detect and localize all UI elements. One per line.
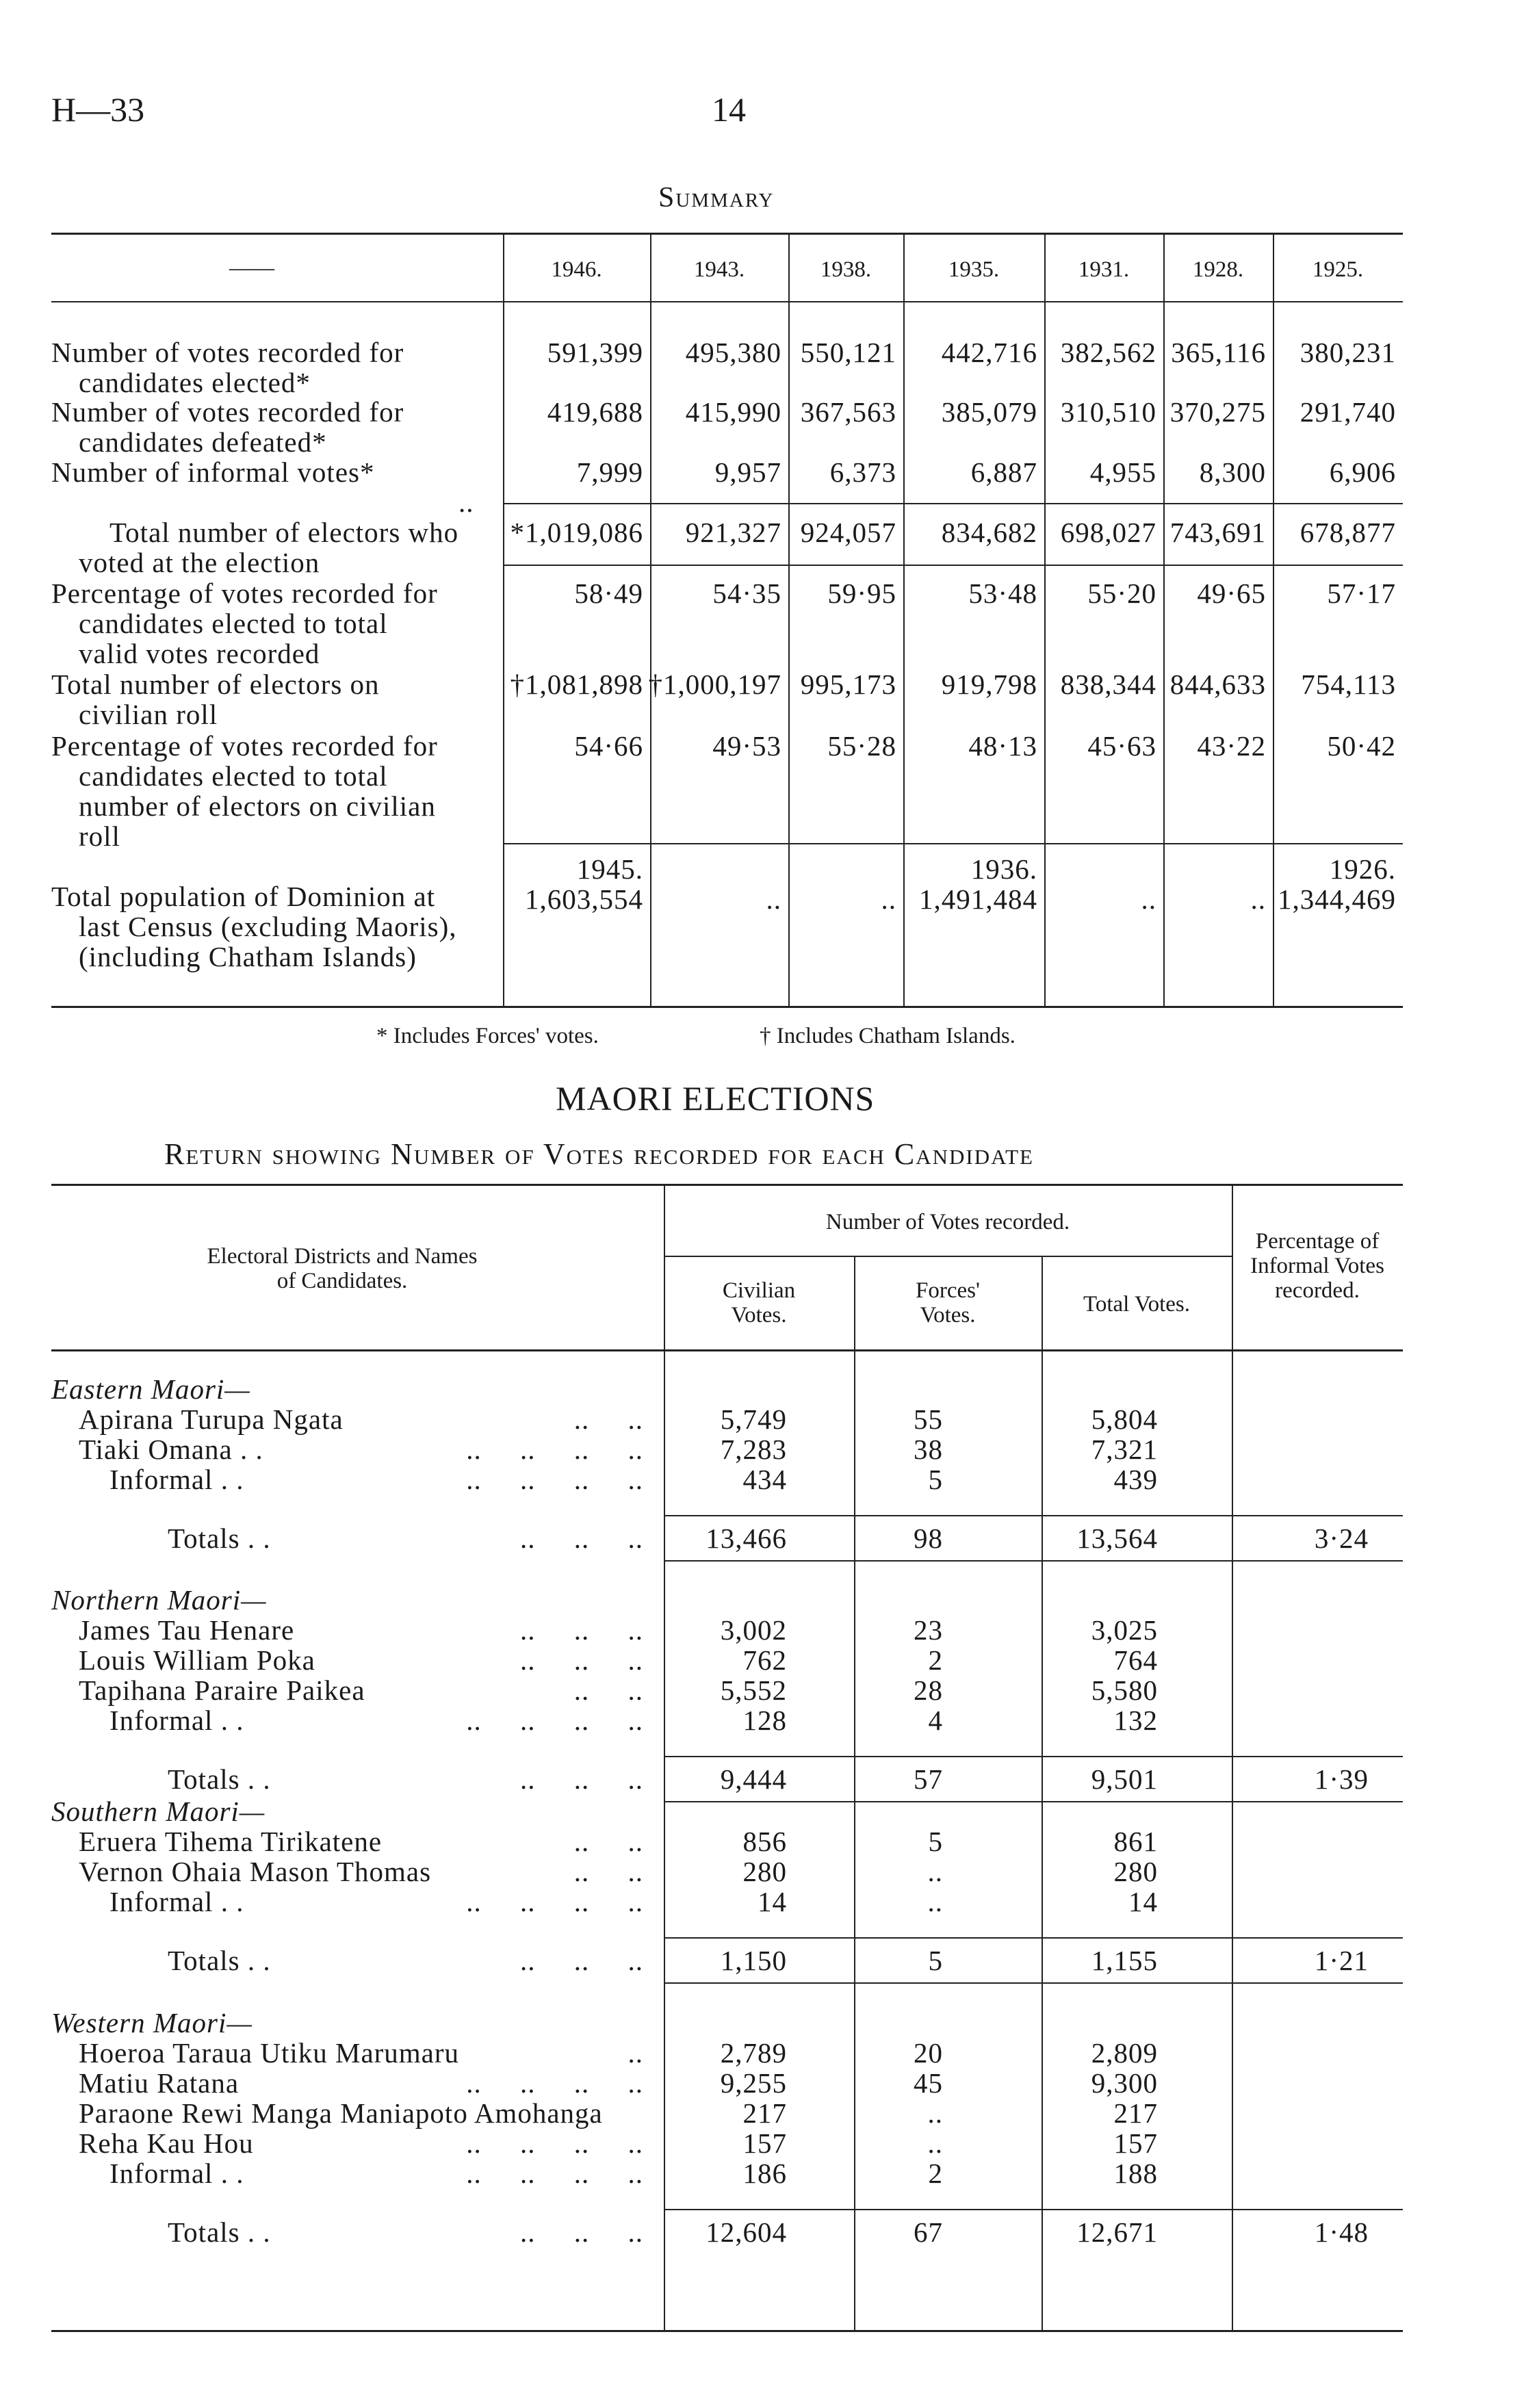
civilian-votes-total: 9,444 [720, 1763, 787, 1795]
summary-cell: 53·48 [968, 578, 1037, 609]
votes-recorded-header: Number of Votes recorded. [825, 1210, 1070, 1234]
summary-cell: 43·22 [1197, 730, 1266, 762]
total-votes-cell: 14 [1128, 1886, 1158, 1917]
summary-row-label: Number of votes recorded for [51, 337, 404, 368]
summary-row-label: Total number of electors who [109, 517, 459, 548]
candidate-name: Tapihana Paraire Paikea [79, 1674, 365, 1706]
summary-group-rule [503, 565, 1403, 566]
summary-cell: 49·65 [1197, 578, 1266, 609]
leader-dots: .. .. .. [520, 1523, 643, 1554]
summary-title: Summary [658, 182, 775, 213]
summary-row-label: roll [79, 820, 120, 852]
summary-cell: 59·95 [827, 578, 896, 609]
civilian-votes-header: Votes. [731, 1303, 787, 1328]
maori-top-rule [51, 1184, 1403, 1186]
informal-percentage-cell: 3·24 [1314, 1523, 1369, 1554]
civilian-votes-cell: 2,789 [720, 2037, 787, 2069]
forces-votes-cell: 4 [928, 1705, 943, 1736]
leader-dots: .. .. .. [520, 1763, 643, 1795]
civilian-votes-cell: 762 [742, 1644, 787, 1676]
forces-votes-cell: 5 [928, 1464, 943, 1495]
informal-percentage-cell: 1·48 [1314, 2216, 1369, 2248]
leader-dots: .. .. .. .. [466, 1464, 643, 1495]
total-votes-cell: 439 [1113, 1464, 1158, 1495]
leader-dots: .. .. .. [520, 1945, 643, 1976]
summary-row-label: valid votes recorded [79, 638, 320, 669]
leader-dots: .. .. .. [520, 1614, 643, 1646]
summary-cell: 45·63 [1087, 730, 1156, 762]
leader-dots: .. .. .. [520, 2216, 643, 2248]
total-votes-total: 9,501 [1091, 1763, 1158, 1795]
census-year: 1926. [1329, 853, 1396, 885]
summary-cell: 838,344 [1060, 669, 1156, 700]
summary-row-label: Percentage of votes recorded for [51, 578, 438, 609]
total-votes-cell: 7,321 [1091, 1434, 1158, 1465]
forces-votes-cell: 28 [914, 1674, 943, 1706]
civilian-votes-header: Civilian [722, 1278, 796, 1303]
forces-votes-header: Forces' [916, 1278, 980, 1303]
leader-dots: .. .. .. .. [466, 1705, 643, 1736]
summary-cell: 415,990 [685, 396, 781, 428]
civilian-votes-cell: 856 [742, 1826, 787, 1857]
summary-year-header: 1928. [1192, 257, 1244, 282]
summary-cell: 370,275 [1169, 396, 1266, 428]
summary-cell: *1,019,086 [510, 517, 643, 548]
total-votes-cell: 5,580 [1091, 1674, 1158, 1706]
civilian-votes-cell: 157 [742, 2127, 787, 2159]
total-votes-total: 12,671 [1076, 2216, 1158, 2248]
summary-cell: 924,057 [800, 517, 896, 548]
forces-votes-total: 5 [928, 1945, 943, 1976]
civilian-votes-cell: 434 [742, 1464, 787, 1495]
totals-top-rule [664, 1756, 1403, 1757]
civilian-votes-cell: 5,749 [720, 1403, 787, 1435]
summary-year-header: 1938. [820, 257, 872, 282]
summary-cell: 58·49 [574, 578, 643, 609]
summary-cell: †1,081,898 [510, 669, 643, 700]
summary-cell: 49·53 [712, 730, 781, 762]
forces-votes-cell: .. [927, 1886, 943, 1917]
candidate-name: James Tau Henare [79, 1614, 295, 1646]
summary-row-label: number of electors on civilian [79, 790, 436, 822]
leader-dots: .. .. [573, 1856, 643, 1887]
leader-dots: .. .. [573, 1674, 643, 1706]
summary-cell: 6,906 [1329, 456, 1396, 488]
forces-votes-total: 57 [914, 1763, 943, 1795]
forces-votes-cell: .. [927, 1856, 943, 1887]
forces-votes-total: 98 [914, 1523, 943, 1554]
summary-cell: 367,563 [800, 396, 896, 428]
summary-row-label: candidates elected* [79, 367, 311, 398]
summary-cell: 9,957 [714, 456, 781, 488]
summary-cell: 380,231 [1299, 337, 1396, 368]
civilian-votes-total: 1,150 [720, 1945, 787, 1976]
totals-bottom-rule [664, 1801, 1403, 1802]
totals-label: Totals . . [168, 2216, 271, 2248]
totals-label: Totals . . [168, 1945, 271, 1976]
census-year: 1945. [576, 853, 643, 885]
summary-cell: 310,510 [1060, 396, 1156, 428]
districts-column-header: Electoral Districts and Names [207, 1244, 478, 1269]
summary-cell: 54·66 [574, 730, 643, 762]
candidate-name: Paraone Rewi Manga Maniapoto Amohanga [79, 2097, 603, 2129]
summary-row-label: candidates elected to total [79, 608, 388, 639]
district-name: Southern Maori— [51, 1796, 266, 1827]
civilian-votes-cell: 186 [742, 2158, 787, 2189]
candidate-name: Vernon Ohaia Mason Thomas [79, 1856, 432, 1887]
summary-cell: 995,173 [800, 669, 896, 700]
summary-cell: 419,688 [547, 396, 643, 428]
summary-cell: 921,327 [685, 517, 781, 548]
summary-cell: 495,380 [685, 337, 781, 368]
footnote-forces-votes: * Includes Forces' votes. [376, 1024, 599, 1048]
forces-votes-cell: 55 [914, 1403, 943, 1435]
leader-dots: .. .. .. [520, 1644, 643, 1676]
forces-votes-cell: 2 [928, 1644, 943, 1676]
document-reference: H—33 [51, 90, 145, 129]
summary-row-label: Total number of electors on [51, 669, 380, 700]
summary-row-label: (including Chatham Islands) [79, 941, 417, 972]
summary-year-header: 1925. [1312, 257, 1364, 282]
civilian-votes-cell: 3,002 [720, 1614, 787, 1646]
total-votes-cell: 2,809 [1091, 2037, 1158, 2069]
informal-label: Informal . . [109, 1705, 244, 1736]
summary-cell: 54·35 [712, 578, 781, 609]
candidate-name: Eruera Tihema Tirikatene [79, 1826, 383, 1857]
maori-bottom-rule [51, 2330, 1403, 2332]
maori-elections-title: MAORI ELECTIONS [556, 1079, 875, 1117]
page-number: 14 [712, 90, 746, 129]
informal-label: Informal . . [109, 1886, 244, 1917]
totals-top-rule [664, 2209, 1403, 2210]
maori-subheader-rule [664, 1256, 1232, 1257]
informal-label: Informal . . [109, 2158, 244, 2189]
candidate-name: Apirana Turupa Ngata [79, 1403, 344, 1435]
summary-corner-label: —— [229, 256, 274, 281]
informal-label: Informal . . [109, 1464, 244, 1495]
footnote-chatham-islands: † Includes Chatham Islands. [760, 1024, 1016, 1048]
summary-row-label: last Census (excluding Maoris), [79, 911, 457, 942]
civilian-votes-cell: 5,552 [720, 1674, 787, 1706]
candidate-name: Louis William Poka [79, 1644, 315, 1676]
forces-votes-cell: .. [927, 2097, 943, 2129]
summary-cell: 4,955 [1089, 456, 1156, 488]
civilian-votes-cell: 217 [742, 2097, 787, 2129]
leader-dots: .. .. .. .. [466, 2158, 643, 2189]
summary-cell: 754,113 [1301, 669, 1396, 700]
totals-bottom-rule [664, 1560, 1403, 1562]
civilian-votes-cell: 7,283 [720, 1434, 787, 1465]
maori-header-rule [51, 1349, 1403, 1351]
leader-dots: .. .. .. .. [466, 1886, 643, 1917]
summary-cell: †1,000,197 [648, 669, 781, 700]
leader-dots: .. .. .. .. [466, 2127, 643, 2159]
summary-row-label: Number of votes recorded for [51, 396, 404, 428]
summary-cell: 1,491,484 [919, 883, 1037, 915]
civilian-votes-cell: 280 [742, 1856, 787, 1887]
totals-top-rule [664, 1515, 1403, 1516]
summary-cell: 365,116 [1171, 337, 1266, 368]
leader-dots: .. .. [573, 1826, 643, 1857]
forces-votes-cell: 45 [914, 2067, 943, 2099]
district-name: Northern Maori— [51, 1584, 267, 1616]
district-name: Western Maori— [51, 2007, 253, 2038]
summary-cell: .. [881, 883, 896, 915]
districts-column-header: of Candidates. [276, 1269, 408, 1293]
summary-row-label: voted at the election [79, 547, 320, 578]
summary-cell: .. [1141, 883, 1156, 915]
summary-row-label: candidates elected to total [79, 760, 388, 792]
forces-votes-cell: 38 [914, 1434, 943, 1465]
informal-percentage-header: Percentage of [1255, 1229, 1380, 1254]
totals-label: Totals . . [168, 1763, 271, 1795]
summary-cell: 6,373 [829, 456, 896, 488]
leader-dots: .. [458, 487, 474, 518]
summary-cell: .. [766, 883, 781, 915]
total-votes-header: Total Votes. [1083, 1292, 1190, 1317]
summary-cell: 382,562 [1060, 337, 1156, 368]
candidate-name: Tiaki Omana . . [79, 1434, 263, 1465]
summary-row-label: candidates defeated* [79, 426, 327, 458]
informal-percentage-cell: 1·21 [1314, 1945, 1369, 1976]
summary-cell: 50·42 [1327, 730, 1396, 762]
candidate-name: Matiu Ratana [79, 2067, 240, 2099]
summary-cell: 442,716 [941, 337, 1037, 368]
forces-votes-header: Votes. [920, 1303, 976, 1328]
summary-year-header: 1935. [948, 257, 1000, 282]
total-votes-cell: 3,025 [1091, 1614, 1158, 1646]
summary-cell: 8,300 [1199, 456, 1266, 488]
total-votes-cell: 157 [1113, 2127, 1158, 2159]
forces-votes-cell: .. [927, 2127, 943, 2159]
summary-cell: .. [1250, 883, 1266, 915]
forces-votes-cell: 20 [914, 2037, 943, 2069]
total-votes-cell: 280 [1113, 1856, 1158, 1887]
leader-dots: .. .. .. .. [466, 2067, 643, 2099]
candidate-name: Reha Kau Hou [79, 2127, 254, 2159]
leader-dots: .. .. [573, 1403, 643, 1435]
summary-cell: 678,877 [1299, 517, 1396, 548]
summary-cell: 844,633 [1169, 669, 1266, 700]
total-votes-cell: 188 [1113, 2158, 1158, 2189]
total-votes-cell: 5,804 [1091, 1403, 1158, 1435]
civilian-votes-cell: 128 [742, 1705, 787, 1736]
totals-bottom-rule [664, 1982, 1403, 1984]
total-votes-total: 1,155 [1091, 1945, 1158, 1976]
informal-percentage-cell: 1·39 [1314, 1763, 1369, 1795]
summary-bottom-rule [51, 1006, 1403, 1008]
forces-votes-cell: 23 [914, 1614, 943, 1646]
summary-year-header: 1946. [551, 257, 602, 282]
summary-cell: 1,603,554 [525, 883, 643, 915]
summary-year-header: 1943. [693, 257, 745, 282]
civilian-votes-total: 13,466 [706, 1523, 787, 1554]
totals-label: Totals . . [168, 1523, 271, 1554]
summary-cell: 385,079 [941, 396, 1037, 428]
summary-cell: 698,027 [1060, 517, 1156, 548]
summary-cell: 291,740 [1299, 396, 1396, 428]
total-votes-total: 13,564 [1076, 1523, 1158, 1554]
summary-group-rule [503, 503, 1403, 504]
forces-votes-cell: 2 [928, 2158, 943, 2189]
summary-cell: 919,798 [941, 669, 1037, 700]
summary-cell: 57·17 [1327, 578, 1396, 609]
total-votes-cell: 861 [1113, 1826, 1158, 1857]
summary-cell: 48·13 [968, 730, 1037, 762]
summary-year-header: 1931. [1078, 257, 1130, 282]
civilian-votes-total: 12,604 [706, 2216, 787, 2248]
summary-row-label: civilian roll [79, 699, 218, 730]
leader-dots: .. .. .. .. [466, 1434, 643, 1465]
summary-row-label: Percentage of votes recorded for [51, 730, 438, 762]
summary-cell: 7,999 [576, 456, 643, 488]
summary-row-label: Total population of Dominion at [51, 881, 436, 912]
summary-row-label: Number of informal votes* [51, 456, 375, 488]
civilian-votes-cell: 14 [758, 1886, 787, 1917]
summary-top-rule [51, 233, 1403, 235]
summary-cell: 55·28 [827, 730, 896, 762]
summary-cell: 834,682 [941, 517, 1037, 548]
informal-percentage-header: recorded. [1275, 1278, 1360, 1303]
leader-dots: .. [628, 2037, 643, 2069]
summary-cell: 591,399 [547, 337, 643, 368]
census-year: 1936. [970, 853, 1037, 885]
total-votes-cell: 132 [1113, 1705, 1158, 1736]
district-name: Eastern Maori— [51, 1373, 250, 1405]
civilian-votes-cell: 9,255 [720, 2067, 787, 2099]
total-votes-cell: 9,300 [1091, 2067, 1158, 2099]
summary-cell: 743,691 [1169, 517, 1266, 548]
summary-cell: 1,344,469 [1278, 883, 1396, 915]
candidate-name: Hoeroa Taraua Utiku Marumaru [79, 2037, 460, 2069]
forces-votes-cell: 5 [928, 1826, 943, 1857]
total-votes-cell: 764 [1113, 1644, 1158, 1676]
summary-header-rule [51, 301, 1403, 302]
maori-elections-subtitle: Return showing Number of Votes recorded for each Candidate [164, 1137, 1034, 1171]
total-votes-cell: 217 [1113, 2097, 1158, 2129]
summary-cell: 6,887 [970, 456, 1037, 488]
summary-cell: 55·20 [1087, 578, 1156, 609]
summary-group-rule [503, 843, 1403, 844]
summary-cell: 550,121 [800, 337, 896, 368]
totals-top-rule [664, 1937, 1403, 1939]
forces-votes-total: 67 [914, 2216, 943, 2248]
informal-percentage-header: Informal Votes [1250, 1254, 1384, 1278]
